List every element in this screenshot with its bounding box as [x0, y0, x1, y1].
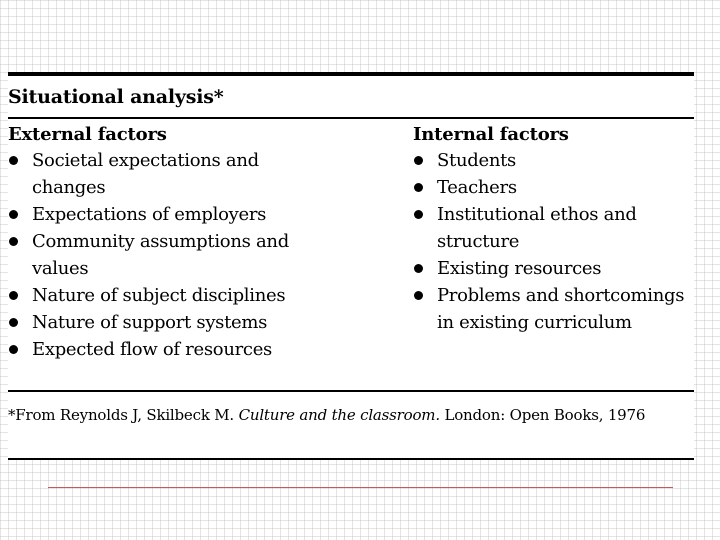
list-item: [8, 147, 328, 201]
list-item-text: Institutional ethos and structure: [437, 204, 637, 252]
list-item-text: Expectations of employers: [32, 204, 267, 225]
bullet-icon: [414, 156, 423, 165]
bullet-icon: [414, 291, 423, 300]
bottom-rule: [8, 458, 694, 460]
internal-factors-heading: Internal factors: [413, 124, 569, 145]
external-factors-column: [8, 124, 328, 363]
list-item-text: Nature of support systems: [32, 312, 268, 333]
footnote-publisher: London: Open Books, 1976: [439, 406, 646, 424]
slide-title: Situational analysis*: [8, 86, 224, 108]
external-factors-list: [8, 147, 328, 363]
bullet-icon: [9, 345, 18, 354]
list-item: [8, 309, 328, 336]
top-rule: [8, 72, 694, 76]
footnote-text: *From Reynolds J, Skilbeck M.: [8, 406, 239, 424]
bullet-icon: [9, 210, 18, 219]
footer-accent-line: [48, 487, 673, 488]
list-item: [413, 174, 693, 201]
bullet-icon: [9, 237, 18, 246]
list-item: [8, 201, 328, 228]
bullet-icon: [414, 183, 423, 192]
bullet-icon: [414, 264, 423, 273]
list-item: [8, 336, 328, 363]
list-item: [8, 228, 328, 282]
list-item-text: Problems and shortcomings in existing curriculum: [437, 285, 685, 333]
bullet-icon: [9, 318, 18, 327]
footnote-rule: [8, 390, 694, 392]
list-item: [413, 147, 693, 174]
internal-factors-list: [413, 147, 693, 336]
list-item-text: Societal expectations and changes: [32, 150, 259, 198]
list-item: [413, 282, 693, 336]
list-item-text: Expected flow of resources: [32, 339, 272, 360]
slide-panel: [8, 72, 694, 460]
bullet-icon: [9, 291, 18, 300]
list-item-text: Teachers: [437, 177, 517, 198]
list-item-text: Existing resources: [437, 258, 602, 279]
bullet-icon: [414, 210, 423, 219]
list-item-text: Nature of subject disciplines: [32, 285, 286, 306]
internal-factors-column: [413, 124, 693, 336]
title-rule: [8, 117, 694, 119]
list-item: [413, 201, 693, 255]
external-factors-heading: External factors: [8, 124, 167, 145]
bullet-icon: [9, 156, 18, 165]
list-item-text: Community assumptions and values: [32, 231, 289, 279]
list-item-text: Students: [437, 150, 516, 171]
list-item: [8, 282, 328, 309]
footnote: [8, 406, 694, 425]
list-item: [413, 255, 693, 282]
footnote-book-title: Culture and the classroom.: [238, 406, 440, 424]
